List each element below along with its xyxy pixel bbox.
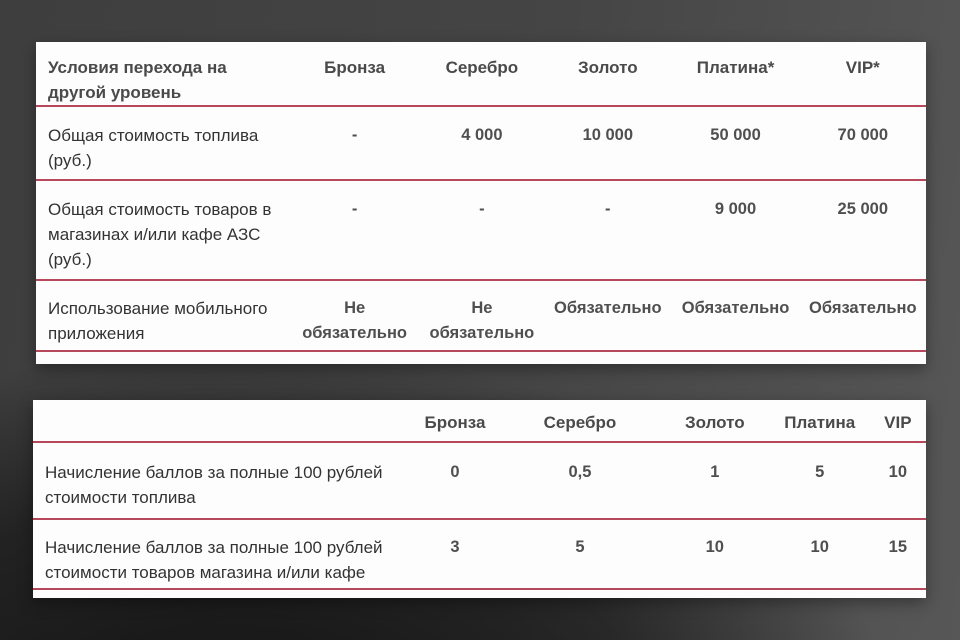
- cell-value: 0: [450, 463, 460, 481]
- tier-upgrade-conditions-table: [36, 42, 926, 364]
- cell-value: 5: [575, 538, 585, 556]
- column-header-vip: VIP: [884, 413, 912, 432]
- cell-value: -: [351, 200, 358, 218]
- cell-value: 70 000: [837, 126, 889, 144]
- table-title: Условия перехода на другой уровень: [48, 58, 227, 102]
- row-label: Начисление баллов за полные 100 рублей стоимости топлива: [45, 463, 383, 507]
- row-label: Общая стоимость товаров в магазинах и/или кафе АЗС (руб.): [48, 200, 272, 269]
- table-row-goods-cost: [36, 181, 926, 281]
- cell-value: 10 000: [582, 126, 634, 144]
- row-label: Начисление баллов за полные 100 рублей стоимости товаров магазина и/или кафе: [45, 538, 383, 582]
- table-header-row: [36, 42, 926, 107]
- cell-value: 0,5: [568, 463, 592, 481]
- column-header-platinum: Платина*: [696, 58, 775, 77]
- cell-value: 50 000: [710, 126, 761, 144]
- cell-value: 10: [705, 538, 724, 556]
- cell-value: Не обязательно: [302, 299, 407, 342]
- cell-value: 25 000: [837, 200, 889, 218]
- table-row-fuel-cost: [36, 107, 926, 181]
- cell-value: Обязательно: [809, 299, 917, 317]
- cell-value: Не обязательно: [429, 299, 535, 342]
- cell-value: 9 000: [714, 200, 757, 218]
- column-header-gold: Золото: [577, 58, 638, 77]
- table-header-row: [33, 400, 926, 443]
- cell-value: -: [479, 200, 485, 218]
- column-header-platinum: Платина: [784, 413, 856, 432]
- cell-value: 15: [888, 538, 908, 556]
- row-label: Использование мобильного приложения: [48, 299, 268, 343]
- cell-value: 3: [450, 538, 460, 556]
- cell-value: 5: [815, 463, 825, 481]
- cell-value: Обязательно: [554, 299, 662, 317]
- column-header-bronze: Бронза: [424, 413, 486, 432]
- column-header-bronze: Бронза: [324, 58, 386, 77]
- table-row-goods-points: [33, 520, 926, 590]
- cell-value: 1: [710, 463, 720, 481]
- points-accrual-table: [33, 400, 926, 598]
- column-header-gold: Золото: [684, 413, 745, 432]
- row-label: Общая стоимость топлива (руб.): [48, 126, 259, 170]
- cell-value: -: [605, 200, 611, 218]
- column-header-vip: VIP*: [845, 58, 880, 77]
- cell-value: 10: [888, 463, 908, 481]
- cell-value: 10: [810, 538, 829, 556]
- empty-header-cell: [33, 410, 410, 435]
- cell-value: -: [351, 126, 358, 144]
- column-header-silver: Серебро: [543, 413, 617, 432]
- column-header-silver: Серебро: [445, 58, 519, 77]
- table-row-mobile-app: [36, 281, 926, 352]
- cell-value: Обязательно: [681, 299, 790, 317]
- table-row-fuel-points: [33, 443, 926, 520]
- cell-value: 4 000: [461, 126, 503, 144]
